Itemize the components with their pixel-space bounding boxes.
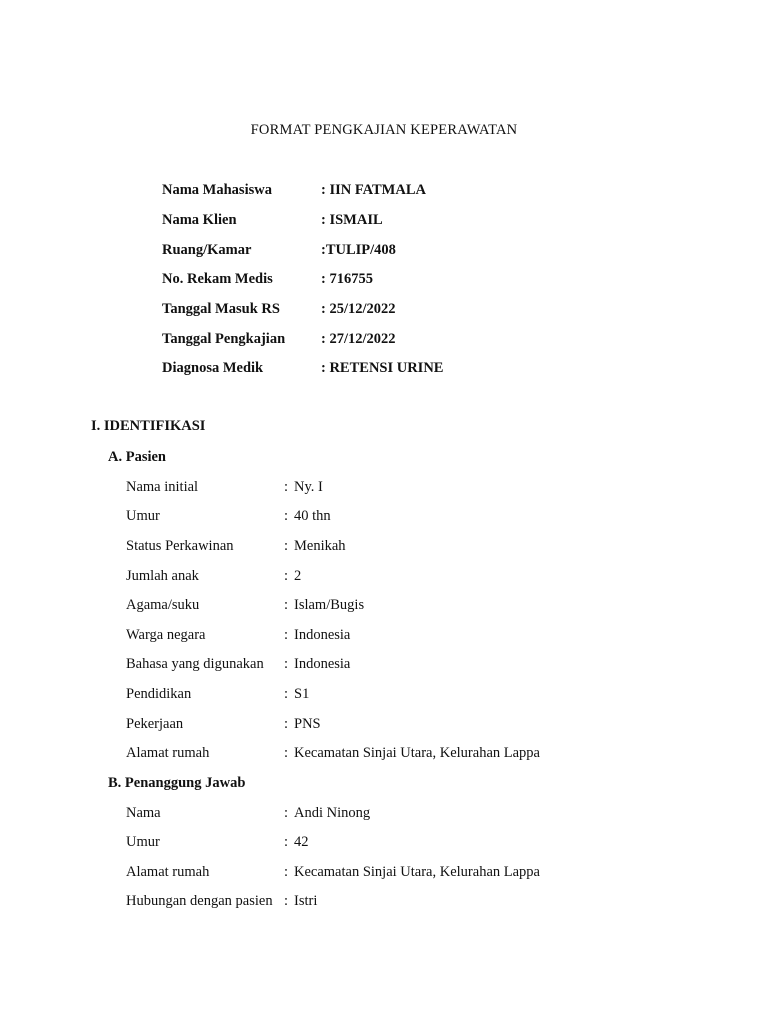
document-title: FORMAT PENGKAJIAN KEPERAWATAN xyxy=(250,122,518,138)
row-value: 2 xyxy=(294,568,302,584)
header-field-value: : 716755 xyxy=(321,271,373,287)
row-label: Alamat rumah xyxy=(126,745,210,761)
row-value: Indonesia xyxy=(294,656,351,672)
row-separator: : xyxy=(284,805,289,821)
row-label: Nama xyxy=(126,805,161,821)
header-field-label: No. Rekam Medis xyxy=(162,271,273,287)
row-value: Kecamatan Sinjai Utara, Kelurahan Lappa xyxy=(294,864,540,880)
row-label: Jumlah anak xyxy=(126,568,199,584)
row-value: Indonesia xyxy=(294,627,351,643)
header-field-value: : 25/12/2022 xyxy=(321,301,396,317)
row-separator: : xyxy=(284,597,289,613)
row-label: Nama initial xyxy=(126,479,199,495)
header-field-value: : RETENSI URINE xyxy=(321,360,444,376)
row-separator: : xyxy=(284,479,289,495)
header-field-label: Diagnosa Medik xyxy=(162,360,264,376)
header-field-value: : ISMAIL xyxy=(321,212,383,228)
row-separator: : xyxy=(284,716,289,732)
row-label: Warga negara xyxy=(126,627,206,643)
row-value: Islam/Bugis xyxy=(294,597,365,613)
header-field-label: Nama Mahasiswa xyxy=(162,182,272,198)
row-separator: : xyxy=(284,538,289,554)
header-field-value: : 27/12/2022 xyxy=(321,331,396,347)
header-field-label: Tanggal Pengkajian xyxy=(162,331,286,347)
row-separator: : xyxy=(284,834,289,850)
row-separator: : xyxy=(284,686,289,702)
row-value: 42 xyxy=(294,834,309,850)
header-field-label: Tanggal Masuk RS xyxy=(162,301,280,317)
row-label: Umur xyxy=(126,834,160,850)
row-label: Alamat rumah xyxy=(126,864,210,880)
row-separator: : xyxy=(284,656,289,672)
row-value: Istri xyxy=(294,893,318,909)
row-label: Umur xyxy=(126,508,160,524)
row-separator: : xyxy=(284,508,289,524)
row-value: Ny. I xyxy=(294,479,323,495)
row-separator: : xyxy=(284,745,289,761)
row-value: Menikah xyxy=(294,538,346,554)
row-value: S1 xyxy=(294,686,310,702)
row-value: Kecamatan Sinjai Utara, Kelurahan Lappa xyxy=(294,745,540,761)
header-field-label: Nama Klien xyxy=(162,212,237,228)
row-separator: : xyxy=(284,627,289,643)
row-label: Pendidikan xyxy=(126,686,192,702)
row-separator: : xyxy=(284,864,289,880)
row-label: Pekerjaan xyxy=(126,716,184,732)
header-field-value: :TULIP/408 xyxy=(321,242,396,258)
row-separator: : xyxy=(284,893,289,909)
row-value: PNS xyxy=(294,716,321,732)
row-value: 40 thn xyxy=(294,508,331,524)
row-label: Agama/suku xyxy=(126,597,200,613)
subsection-title-pasien: A. Pasien xyxy=(108,449,166,465)
row-label: Bahasa yang digunakan xyxy=(126,656,264,672)
section-title-identifikasi: I. IDENTIFIKASI xyxy=(91,418,206,434)
header-field-label: Ruang/Kamar xyxy=(162,242,252,258)
row-label: Hubungan dengan pasien xyxy=(126,893,273,909)
subsection-title-penanggung-jawab: B. Penanggung Jawab xyxy=(108,775,246,791)
header-field-value: : IIN FATMALA xyxy=(321,182,426,198)
row-separator: : xyxy=(284,568,289,584)
row-value: Andi Ninong xyxy=(294,805,371,821)
row-label: Status Perkawinan xyxy=(126,538,234,554)
